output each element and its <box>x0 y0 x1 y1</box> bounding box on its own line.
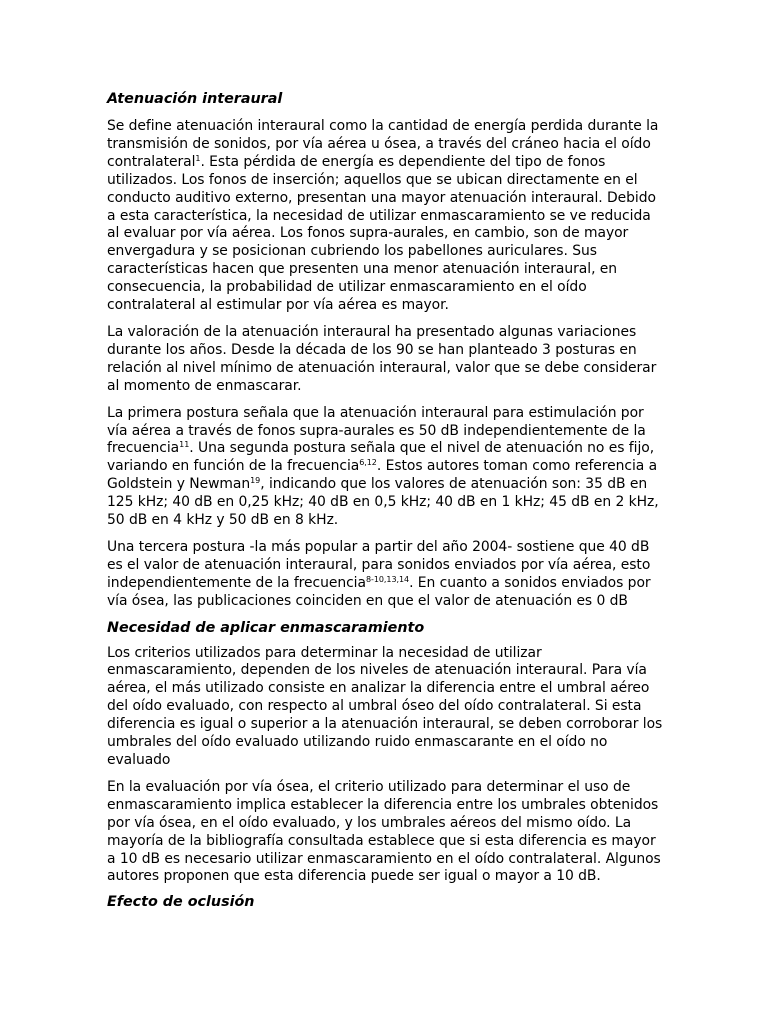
section-heading-atenuacion-interaural: Atenuación interaural <box>107 91 283 107</box>
citation-superscript: 11 <box>179 440 190 450</box>
section-heading-necesidad-enmascaramiento: Necesidad de aplicar enmascaramiento <box>107 619 425 636</box>
paragraph: En la evaluación por vía ósea, el criterio utilizado para determinar el uso de enmascaramiento implica establecer la diferencia entre los umbrales obtenidos por vía ósea, en el oído evaluado, y los umbrales aéreos del mismo oído. La mayoría de la bibliografía consultada establece que si esta diferencia es mayor a 10 dB es necesario utilizar enmascaramiento en el oído contralateral. Algunos autores proponen que esta diferencia puede ser igual o mayor a 10 dB. <box>107 778 661 885</box>
paragraph: La valoración de la atenuación interaural ha presentado algunas variaciones durante los años. Desde la década de los 90 se han planteado 3 posturas en relación al nivel mínimo de atenuación interaural, valor que se debe considerar al momento de enmascarar. <box>107 323 657 394</box>
citation-superscript: 8-10,13,14 <box>365 574 410 584</box>
document-page <box>107 89 663 912</box>
section-heading-efecto-oclusion: Efecto de oclusión <box>107 894 255 911</box>
citation-superscript: 19 <box>250 476 261 486</box>
paragraph: Una tercera postura -la más popular a partir del año 2004- sostiene que 40 dB es el valor de atenuación interaural, para sonidos enviados por vía aérea, esto independientemente de la frecuencia$^{8-10,13,14}$. En cuanto a sonidos enviados por vía ósea, las publicaciones coinciden en que el valor de atenuación es 0 dB <box>107 538 651 609</box>
paragraph: Los criterios utilizados para determinar la necesidad de utilizar enmascaramiento, dependen de los niveles de atenuación interaural. Para vía aérea, el más utilizado consiste en analizar la diferencia entre el umbral aéreo del oído evaluado, con respecto al umbral óseo del oído contralateral. Si esta diferencia es igual o superior a la atenuación interaural, se deben corroborar los umbrales del oído evaluado utilizando ruido enmascarante en el oído no evaluado <box>107 644 663 768</box>
citation-superscript: 6,12 <box>359 458 377 468</box>
citation-superscript: 1 <box>195 153 201 163</box>
paragraph: Se define atenuación interaural como la cantidad de energía perdida durante la transmisión de sonidos, por vía aérea u ósea, a través del cráneo hacia el oído contralateral$^1$. Esta pérdida de energía es dependiente del tipo de fonos utilizados. Los fonos de inserción; aquellos que se ubican directamente en el conducto auditivo externo, presentan una mayor atenuación interaural. Debido a esta característica, la necesidad de utilizar enmascaramiento se ve reducida al evaluar por vía aérea. Los fonos supra-aurales, en cambio, son de mayor envergadura y se posicionan cubriendo los pabellones auriculares. Sus características hacen que presenten una menor atenuación interaural, en consecuencia, la probabilidad de utilizar enmascaramiento en el oído contralateral al estimular por vía aérea es mayor. <box>107 118 659 314</box>
paragraph: La primera postura señala que la atenuación interaural para estimulación por vía aérea a través de fonos supra-aurales es 50 dB independientemente de la frecuencia$^{11}$. Una segunda postura señala que el nivel de atenuación no es fijo, variando en función de la frecuencia$^{6,12}$. Estos autores toman como referencia a Goldstein y Newman$^{19}$, indicando que los valores de atenuación son: 35 dB en 125 kHz; 40 dB en 0,25 kHz; 40 dB en 0,5 kHz; 40 dB en 1 kHz; 45 dB en 2 kHz, 50 dB en 4 kHz y 50 dB en 8 kHz. <box>107 404 659 529</box>
